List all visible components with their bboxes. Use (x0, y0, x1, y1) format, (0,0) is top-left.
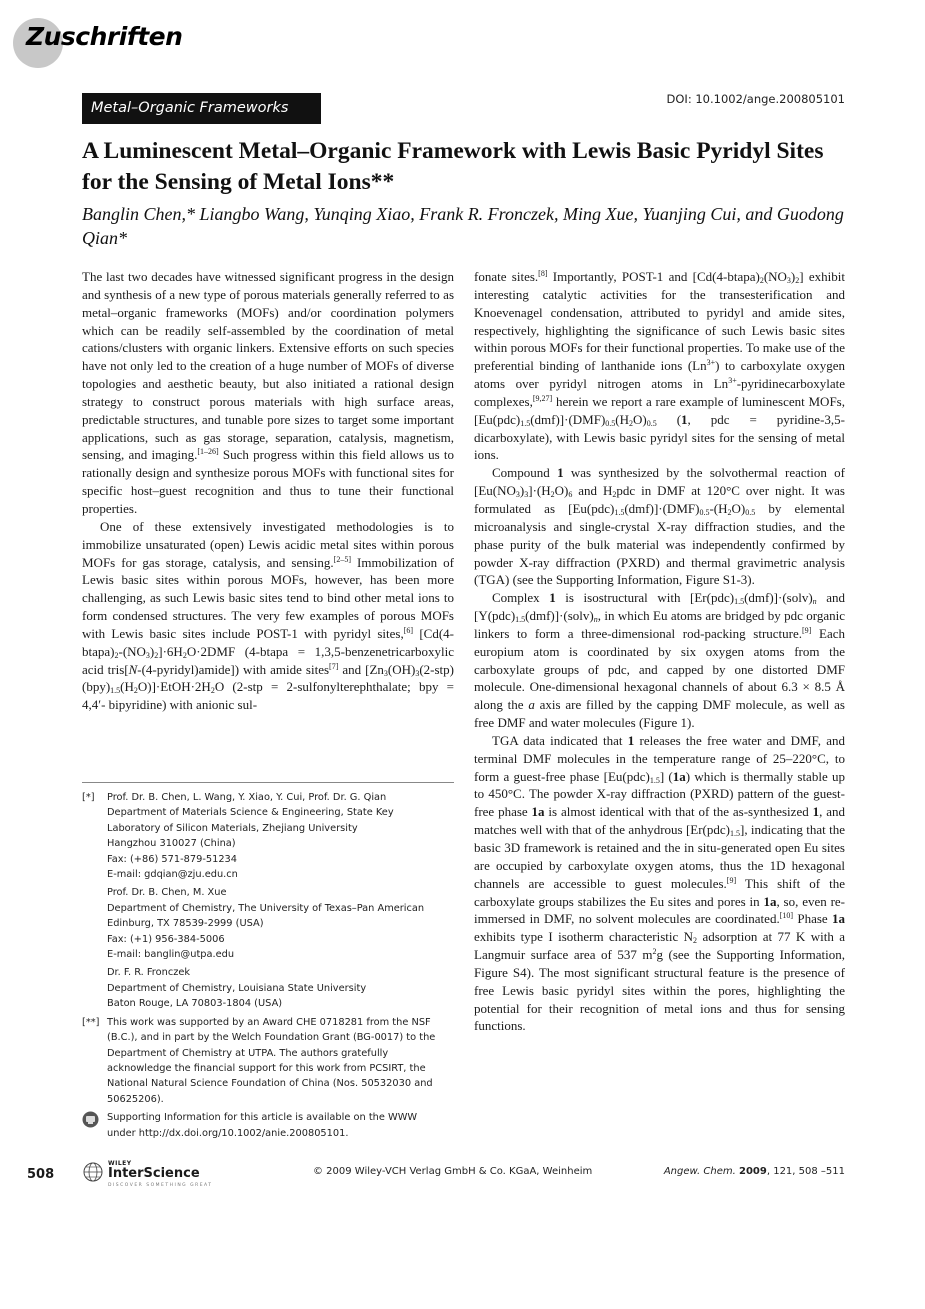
publisher-logo[interactable]: WILEY InterScience DISCOVER SOMETHING GREAT (82, 1158, 212, 1190)
citation[interactable]: [9,27] (532, 393, 553, 403)
body-column-right (474, 268, 845, 1035)
citation[interactable]: [10] (779, 911, 794, 921)
article-title: A Luminescent Metal–Organic Framework with Lewis Basic Pyridyl Sites for the Sensing of Metal Ions** (82, 138, 824, 195)
citation[interactable]: [1–26] (197, 447, 219, 457)
interscience-globe-icon (82, 1161, 104, 1183)
paragraph: Complex 1 is isostructural with $[Er(pdc)_{1.5}(dmf)]\cdot(solv)_n$ and $[Y(pdc)_{1.5}(dmf)]\cdot(solv)_n$, in which Eu atoms are bridged by pdc organic linkers to form a three-dimensional rod-packing structure.[9] Each europium atom is coordinated by six oxygen atoms from the carboxylate groups of pdc, and capped by one distorted DMF molecule. One-dimensional hexagonal channels of about 6.3 × 8.5 Å along the a axis are filled by the capping DMF molecule, as well as free DMF and water molecules (Figure 1). (474, 590, 846, 731)
correspondence-footnote: Prof. Dr. B. Chen, M. Xue Department of Chemistry, The University of Texas–Pan American Edinburg, TX 78539-2999 (USA) Fax: (+1) 956-384-5006 E-mail: banglin@utpa.edu (82, 885, 454, 962)
paragraph: TGA data indicated that 1 releases the free water and DMF, and terminal DMF molecules in the temperature range of 25–220°C, to form a guest-free phase $[Eu(pdc)_{1.5}]$ (1a) which is thermally stable up to 450°C. The powder X-ray diffraction (PXRD) pattern of the guest-free phase 1a is almost identical with that of the as-synthesized 1, and matches well with that of the anhydrous $[Er(pdc)_{1.5}]$, indicating that the basic 3D framework is retained and the in situ-generated open Eu sites are occupied by carboxylate oxygen atoms, thus the 1D hexagonal channels are accessible to guest molecules.[9] This shift of the carboxylate groups stabilizes the Eu sites and pores in 1a, so, even re-immersed in DMF, no solvent molecules are coordinated.[10] Phase 1a exhibits type I isotherm characteristic $N_2$ adsorption at 77 K with a Langmuir surface area of 537 $m^2g$ (see the Supporting Information, Figure S4). The most significant structural feature is the presence of free Lewis basic pyridyl sites within the pores, highlighting the potential for their recognition of metal ions and thus for sensing functions. (474, 732, 846, 1034)
citation[interactable]: [9] (726, 875, 737, 885)
footnote-mark: [**] (82, 1016, 100, 1028)
author-list: Banglin Chen,* Liangbo Wang, Yunqing Xiao, Frank R. Fronczek, Ming Xue, Yuanjing Cui, and Guodong Qian* (82, 204, 844, 248)
topic-bar: Metal–Organic Frameworks (82, 93, 321, 124)
paragraph: The last two decades have witnessed significant progress in the design and synthesis of a new type of porous materials generally referred to as metal–organic frameworks (MOFs) and/or coordination polymers which can be readily self-assembled by the coordination of metal cations/clusters with organic linkers. Extensive efforts on such species have not only led to the creation of a huge number of MOFs of diverse topologies and aesthetic beauty, but also initiated a rational design strategy to construct porous materials with high surface areas, predictable structures, and tunable pore sizes to target some important applications, such as gas storage, separation, catalysis, magnetism, sensing, and imaging.[1–26] Such progress within this field allows us to rationally design and synthesize porous MOFs with functional sites for specific host–guest recognition and thus to tune their functional properties. (82, 269, 454, 516)
citation[interactable]: [6] (403, 625, 414, 635)
correspondence-footnote: [*] Prof. Dr. B. Chen, L. Wang, Y. Xiao, Y. Cui, Prof. Dr. G. Qian Department of Materials Science & Engineering, State Key Laboratory of Silicon Materials, Zhejiang University Hangzhou 310027 (China) Fax: (+86) 571-879-51234 E-mail: gdqian@zju.edu.cn (82, 790, 454, 882)
paragraph: Compound 1 was synthesized by the solvothermal reaction of $[Eu(NO_3)_3]\cdot(H_2O)_6$ and $H_2pdc$ in DMF at 120°C over night. It was formulated as $[Eu(pdc)_{1.5}(dmf)]\cdot(DMF)_{0.5}-(H_2O)_{0.5}$ by elemental microanalysis and single-crystal X-ray diffraction studies, and the phase purity of the bulk material was independently confirmed by powder X-ray diffraction (PXRD) and thermal gravimetric analysis (TGA) (see the Supporting Information, Figure S1-3). (474, 465, 846, 588)
copyright: © 2009 Wiley-VCH Verlag GmbH & Co. KGaA, Weinheim (313, 1166, 593, 1177)
footnotes (82, 790, 454, 1144)
page-number: 508 (27, 1167, 55, 1182)
email-link[interactable]: E-mail: gdqian@zju.edu.cn (107, 869, 238, 881)
acknowledgment-footnote: [**] This work was supported by an Award CHE 0718281 from the NSF (B.C.), and in part by the Welch Foundation Grant (BG-0017) to the Department of Chemistry at UTPA. The authors gratefully acknowledge the financial support for this work from PCSIRT, the National Natural Science Foundation of China (Nos. 50532030 and 50625206). (82, 1016, 436, 1105)
section-label: Zuschriften (26, 22, 183, 51)
footnote-rule (82, 782, 454, 783)
email-link[interactable]: E-mail: banglin@utpa.edu (107, 949, 235, 961)
supporting-info-icon (82, 1111, 99, 1128)
supporting-info-footnote: Supporting Information for this article is available on the WWW under http://dx.doi.org/10.1002/anie.200805101. (82, 1110, 454, 1141)
body-column-left (82, 268, 454, 714)
correspondence-footnote: Dr. F. R. Fronczek Department of Chemistry, Louisiana State University Baton Rouge, LA 70803-1804 (USA) (107, 967, 367, 1010)
supporting-info-link[interactable]: under http://dx.doi.org/10.1002/anie.200805101. (107, 1127, 349, 1139)
paragraph: fonate sites.[8] Importantly, POST-1 and $[Cd(4-btapa)_2(NO_3)_2]$ exhibit interesting catalytic activities for the transesterification and Knoevenagel condensation, attributed to pyridyl and amide sites, respectively, highlighting the significance of such Lewis basic sites within porous MOFs for their functional properties. To make use of the preferential binding of lanthanide ions $(Ln^{3+})$ to carboxylate oxygen atoms over pyridyl nitrogen atoms in $Ln^{3+}$-pyridinecarboxylate complexes,[9,27] herein we report a rare example of luminescent MOFs, $[Eu(pdc)_{1.5}(dmf)]\cdot(DMF)_{0.5}(H_2O)_{0.5}$ (1, pdc = pyridine-3,5-dicarboxylate), with Lewis basic pyridyl sites for the sensing of metal ions. (474, 269, 846, 463)
citation[interactable]: [7] (329, 661, 339, 671)
paragraph: One of these extensively investigated methodologies is to immobilize unsaturated (open) Lewis acidic metal sites within porous MOFs for gas storage, catalysis, and sensing.[2–5] Immobilization of Lewis basic sites within porous MOFs, however, has been more challenging, as such Lewis basic sites tend to bind other metal ions to form condensed structures. The very few examples of porous MOFs with Lewis basic sites include POST-1 with pyridyl sites,[6] $[Cd(4-btapa)_2-(NO_3)_2]\cdot 6H_2O\cdot 2DMF$ (4-btapa = 1,3,5-benzenetricarboxylic acid tris[N-(4-pyridyl)amide]) with amide sites[7] and $[Zn_3(OH)_3(2-stp)(bpy)_{1.5}(H_2O)]\cdot EtOH\cdot 2H_2O$ (2-stp = 2-sulfonylterephthalate; bpy = 4,4′- bipyridine) with anionic sul- (82, 518, 454, 713)
footnote-mark: [*] (82, 792, 95, 803)
citation[interactable]: [9] (802, 625, 812, 635)
doi[interactable]: DOI: 10.1002/ange.200805101 (666, 92, 845, 106)
citation[interactable]: [8] (538, 269, 548, 278)
citation[interactable]: [2–5] (333, 554, 351, 564)
journal-citation: Angew. Chem. 2009, 121, 508 –511 (663, 1166, 845, 1177)
